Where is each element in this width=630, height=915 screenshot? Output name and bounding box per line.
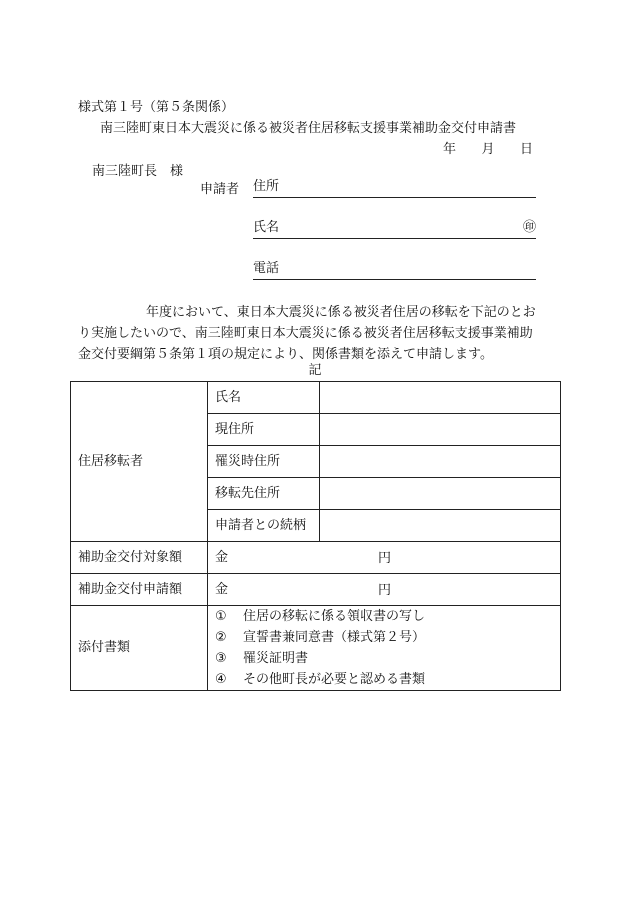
- field-label-new-address: 移転先住所: [208, 478, 320, 510]
- table-row: [71, 574, 561, 606]
- address-label: 住所: [253, 179, 280, 195]
- seal-mark: ㊞: [522, 220, 536, 236]
- applicant-label: 申請者: [200, 182, 240, 197]
- phone-label: 電話: [253, 261, 280, 277]
- request-amount-input[interactable]: [208, 574, 561, 606]
- attachment-number: ③: [215, 651, 227, 666]
- field-label-current-address: 現住所: [208, 414, 320, 446]
- list-item: [215, 648, 553, 669]
- name-field[interactable]: [253, 220, 536, 239]
- application-table: [70, 381, 561, 691]
- addressee: 南三陸町長 様: [92, 164, 184, 179]
- attachment-number: ②: [215, 630, 227, 645]
- new-address-input[interactable]: [320, 478, 561, 510]
- attachment-text: 宣誓書兼同意書（様式第２号）: [243, 630, 426, 645]
- name-label: 氏名: [253, 220, 280, 236]
- date-month: 月: [481, 142, 495, 157]
- request-amount-prefix: 金: [215, 581, 229, 597]
- phone-field[interactable]: [253, 261, 536, 280]
- attachment-text: 住居の移転に係る領収書の写し: [243, 609, 426, 624]
- list-item: [215, 627, 553, 648]
- document-title: 南三陸町東日本大震災に係る被災者住居移転支援事業補助金交付申請書: [100, 121, 517, 136]
- attachment-number: ①: [215, 609, 227, 624]
- form-number: 様式第１号（第５条関係）: [78, 100, 235, 115]
- application-statement: [78, 302, 538, 365]
- ki-heading: 記: [308, 363, 322, 378]
- field-label-relationship: 申請者との続柄: [208, 510, 320, 542]
- relocator-name-input[interactable]: [320, 382, 561, 414]
- target-amount-prefix: 金: [215, 549, 229, 565]
- attachments-label: 添付書類: [71, 606, 208, 691]
- relocator-label: 住居移転者: [71, 382, 208, 542]
- attachment-number: ④: [215, 672, 227, 687]
- attachment-text: 罹災証明書: [243, 651, 309, 666]
- target-amount-input[interactable]: [208, 542, 561, 574]
- target-amount-label: 補助金交付対象額: [71, 542, 208, 574]
- address-field[interactable]: [253, 179, 536, 198]
- table-row: [71, 542, 561, 574]
- date-line: [443, 141, 533, 159]
- disaster-address-input[interactable]: [320, 446, 561, 478]
- attachments-list: [208, 606, 561, 691]
- request-amount-label: 補助金交付申請額: [71, 574, 208, 606]
- date-day: 日: [519, 142, 533, 157]
- target-amount-unit: 円: [378, 551, 392, 566]
- table-row: [71, 606, 561, 691]
- request-amount-unit: 円: [378, 583, 392, 598]
- list-item: [215, 669, 553, 690]
- current-address-input[interactable]: [320, 414, 561, 446]
- attachment-text: その他町長が必要と認める書類: [243, 672, 426, 687]
- list-item: [215, 606, 553, 627]
- statement-line-1: 年度において、東日本大震災に係る被災者住居の移転を下記のとお: [146, 305, 536, 320]
- date-year: 年: [443, 142, 457, 157]
- field-label-name: 氏名: [208, 382, 320, 414]
- statement-line-3: 金交付要綱第５条第１項の規定により、関係書類を添えて申請します。: [78, 347, 493, 362]
- table-row: [71, 382, 561, 414]
- relationship-input[interactable]: [320, 510, 561, 542]
- statement-line-2: り実施したいので、南三陸町東日本大震災に係る被災者住居移転支援事業補助: [78, 326, 533, 341]
- field-label-disaster-address: 罹災時住所: [208, 446, 320, 478]
